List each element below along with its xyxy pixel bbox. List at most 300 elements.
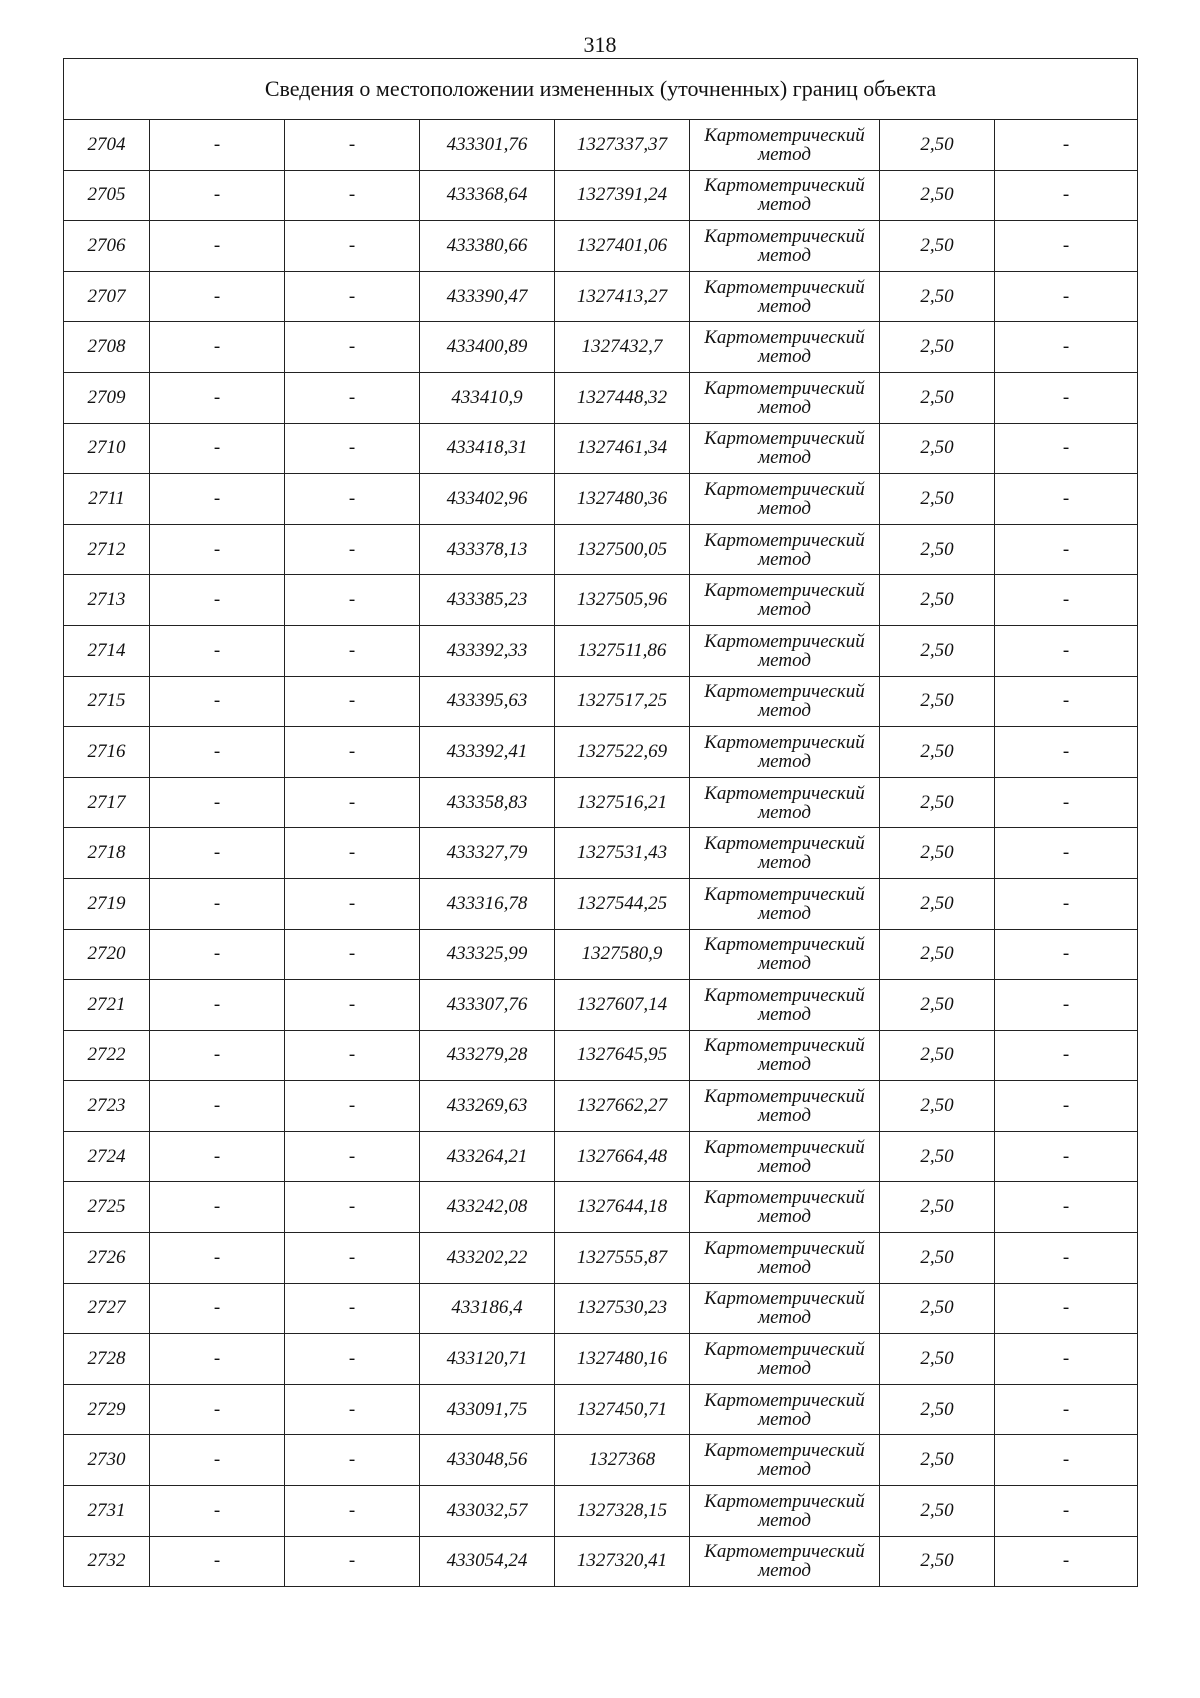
x-coordinate-cell: 433395,63 — [420, 676, 555, 727]
table-row — [64, 372, 1138, 423]
method-cell — [690, 474, 880, 525]
table-row — [64, 1081, 1138, 1132]
method-line-2: метод — [758, 1054, 811, 1076]
precision-cell: 2,50 — [880, 676, 995, 727]
x-coordinate-cell: 433279,28 — [420, 1030, 555, 1081]
point-number-cell: 2714 — [64, 625, 150, 676]
empty-cell: - — [995, 423, 1138, 474]
empty-cell: - — [150, 322, 285, 373]
method-line-1: Картометрический — [704, 630, 865, 652]
empty-cell: - — [995, 170, 1138, 221]
table-row — [64, 1486, 1138, 1537]
empty-cell: - — [285, 727, 420, 778]
method-cell — [690, 1486, 880, 1537]
table-row — [64, 423, 1138, 474]
empty-cell: - — [285, 322, 420, 373]
y-coordinate-cell: 1327391,24 — [555, 170, 690, 221]
empty-cell: - — [995, 1182, 1138, 1233]
point-number-cell: 2709 — [64, 372, 150, 423]
method-line-2: метод — [758, 548, 811, 570]
precision-cell: 2,50 — [880, 423, 995, 474]
method-cell — [690, 1435, 880, 1486]
method-line-1: Картометрический — [704, 1288, 865, 1310]
precision-cell: 2,50 — [880, 524, 995, 575]
method-line-1: Картометрический — [704, 225, 865, 247]
table-row — [64, 1536, 1138, 1587]
empty-cell: - — [285, 1131, 420, 1182]
point-number-cell: 2718 — [64, 828, 150, 879]
x-coordinate-cell: 433400,89 — [420, 322, 555, 373]
empty-cell: - — [995, 474, 1138, 525]
point-number-cell: 2727 — [64, 1283, 150, 1334]
y-coordinate-cell: 1327500,05 — [555, 524, 690, 575]
point-number-cell: 2715 — [64, 676, 150, 727]
empty-cell: - — [995, 271, 1138, 322]
point-number-cell: 2708 — [64, 322, 150, 373]
point-number-cell: 2716 — [64, 727, 150, 778]
point-number-cell: 2728 — [64, 1334, 150, 1385]
point-number-cell: 2729 — [64, 1384, 150, 1435]
method-line-2: метод — [758, 649, 811, 671]
empty-cell: - — [995, 676, 1138, 727]
table-row — [64, 980, 1138, 1031]
method-line-1: Картометрический — [704, 327, 865, 349]
y-coordinate-cell: 1327511,86 — [555, 625, 690, 676]
table-row — [64, 878, 1138, 929]
empty-cell: - — [995, 221, 1138, 272]
y-coordinate-cell: 1327544,25 — [555, 878, 690, 929]
method-line-1: Картометрический — [704, 1339, 865, 1361]
y-coordinate-cell: 1327328,15 — [555, 1486, 690, 1537]
empty-cell: - — [150, 170, 285, 221]
method-line-1: Картометрический — [704, 1136, 865, 1158]
method-line-2: метод — [758, 1003, 811, 1025]
method-cell — [690, 1283, 880, 1334]
method-cell — [690, 878, 880, 929]
y-coordinate-cell: 1327505,96 — [555, 575, 690, 626]
method-cell — [690, 221, 880, 272]
table-row — [64, 271, 1138, 322]
empty-cell: - — [285, 878, 420, 929]
empty-cell: - — [995, 120, 1138, 171]
method-cell — [690, 1182, 880, 1233]
method-line-1: Картометрический — [704, 731, 865, 753]
method-cell — [690, 727, 880, 778]
table-row — [64, 1182, 1138, 1233]
method-cell — [690, 1081, 880, 1132]
method-line-1: Картометрический — [704, 681, 865, 703]
precision-cell: 2,50 — [880, 1081, 995, 1132]
empty-cell: - — [285, 1283, 420, 1334]
empty-cell: - — [285, 1384, 420, 1435]
method-line-1: Картометрический — [704, 580, 865, 602]
empty-cell: - — [995, 1233, 1138, 1284]
empty-cell: - — [995, 1030, 1138, 1081]
method-line-2: метод — [758, 396, 811, 418]
empty-cell: - — [150, 1486, 285, 1537]
table-row — [64, 322, 1138, 373]
table-row — [64, 1283, 1138, 1334]
x-coordinate-cell: 433325,99 — [420, 929, 555, 980]
method-line-2: метод — [758, 194, 811, 216]
y-coordinate-cell: 1327645,95 — [555, 1030, 690, 1081]
precision-cell: 2,50 — [880, 828, 995, 879]
table-row — [64, 625, 1138, 676]
table-caption: Сведения о местоположении измененных (уточненных) границ объекта — [64, 59, 1138, 120]
empty-cell: - — [995, 625, 1138, 676]
method-line-2: метод — [758, 1105, 811, 1127]
method-cell — [690, 777, 880, 828]
empty-cell: - — [285, 1334, 420, 1385]
empty-cell: - — [285, 1233, 420, 1284]
method-line-2: метод — [758, 497, 811, 519]
method-line-2: метод — [758, 852, 811, 874]
empty-cell: - — [995, 929, 1138, 980]
empty-cell: - — [285, 625, 420, 676]
y-coordinate-cell: 1327644,18 — [555, 1182, 690, 1233]
point-number-cell: 2732 — [64, 1536, 150, 1587]
method-line-1: Картометрический — [704, 175, 865, 197]
precision-cell: 2,50 — [880, 474, 995, 525]
empty-cell: - — [285, 1435, 420, 1486]
point-number-cell: 2721 — [64, 980, 150, 1031]
y-coordinate-cell: 1327531,43 — [555, 828, 690, 879]
method-line-2: метод — [758, 295, 811, 317]
method-line-1: Картометрический — [704, 782, 865, 804]
method-cell — [690, 676, 880, 727]
y-coordinate-cell: 1327664,48 — [555, 1131, 690, 1182]
x-coordinate-cell: 433242,08 — [420, 1182, 555, 1233]
precision-cell: 2,50 — [880, 120, 995, 171]
empty-cell: - — [995, 1536, 1138, 1587]
method-line-1: Картометрический — [704, 1237, 865, 1259]
method-line-1: Картометрический — [704, 1440, 865, 1462]
point-number-cell: 2713 — [64, 575, 150, 626]
empty-cell: - — [285, 676, 420, 727]
method-cell — [690, 1536, 880, 1587]
empty-cell: - — [150, 221, 285, 272]
table-row — [64, 1030, 1138, 1081]
empty-cell: - — [995, 524, 1138, 575]
empty-cell: - — [995, 878, 1138, 929]
method-cell — [690, 120, 880, 171]
empty-cell: - — [285, 423, 420, 474]
method-line-2: метод — [758, 1358, 811, 1380]
method-line-2: метод — [758, 700, 811, 722]
y-coordinate-cell: 1327337,37 — [555, 120, 690, 171]
empty-cell: - — [995, 1435, 1138, 1486]
y-coordinate-cell: 1327522,69 — [555, 727, 690, 778]
point-number-cell: 2712 — [64, 524, 150, 575]
method-line-1: Картометрический — [704, 1086, 865, 1108]
point-number-cell: 2724 — [64, 1131, 150, 1182]
point-number-cell: 2722 — [64, 1030, 150, 1081]
x-coordinate-cell: 433264,21 — [420, 1131, 555, 1182]
y-coordinate-cell: 1327662,27 — [555, 1081, 690, 1132]
x-coordinate-cell: 433378,13 — [420, 524, 555, 575]
point-number-cell: 2723 — [64, 1081, 150, 1132]
page-number: 318 — [583, 32, 617, 57]
y-coordinate-cell: 1327517,25 — [555, 676, 690, 727]
y-coordinate-cell: 1327480,16 — [555, 1334, 690, 1385]
method-line-2: метод — [758, 1459, 811, 1481]
table-row — [64, 1334, 1138, 1385]
point-number-cell: 2717 — [64, 777, 150, 828]
x-coordinate-cell: 433186,4 — [420, 1283, 555, 1334]
table-row — [64, 524, 1138, 575]
method-cell — [690, 1030, 880, 1081]
empty-cell: - — [285, 1182, 420, 1233]
x-coordinate-cell: 433368,64 — [420, 170, 555, 221]
x-coordinate-cell: 433032,57 — [420, 1486, 555, 1537]
method-cell — [690, 1334, 880, 1385]
method-line-2: метод — [758, 953, 811, 975]
x-coordinate-cell: 433120,71 — [420, 1334, 555, 1385]
x-coordinate-cell: 433307,76 — [420, 980, 555, 1031]
table-row — [64, 221, 1138, 272]
precision-cell: 2,50 — [880, 372, 995, 423]
point-number-cell: 2719 — [64, 878, 150, 929]
empty-cell: - — [995, 980, 1138, 1031]
precision-cell: 2,50 — [880, 878, 995, 929]
y-coordinate-cell: 1327432,7 — [555, 322, 690, 373]
precision-cell: 2,50 — [880, 322, 995, 373]
method-line-1: Картометрический — [704, 1389, 865, 1411]
method-line-2: метод — [758, 1408, 811, 1430]
empty-cell: - — [285, 170, 420, 221]
point-number-cell: 2710 — [64, 423, 150, 474]
empty-cell: - — [150, 828, 285, 879]
method-line-1: Картометрический — [704, 276, 865, 298]
empty-cell: - — [285, 980, 420, 1031]
table-row — [64, 929, 1138, 980]
precision-cell: 2,50 — [880, 1030, 995, 1081]
method-line-2: метод — [758, 599, 811, 621]
empty-cell: - — [150, 524, 285, 575]
x-coordinate-cell: 433418,31 — [420, 423, 555, 474]
method-cell — [690, 1233, 880, 1284]
empty-cell: - — [285, 120, 420, 171]
precision-cell: 2,50 — [880, 980, 995, 1031]
point-number-cell: 2706 — [64, 221, 150, 272]
method-cell — [690, 423, 880, 474]
empty-cell: - — [150, 271, 285, 322]
method-cell — [690, 575, 880, 626]
x-coordinate-cell: 433202,22 — [420, 1233, 555, 1284]
empty-cell: - — [150, 625, 285, 676]
y-coordinate-cell: 1327530,23 — [555, 1283, 690, 1334]
method-line-2: метод — [758, 244, 811, 266]
empty-cell: - — [285, 372, 420, 423]
y-coordinate-cell: 1327401,06 — [555, 221, 690, 272]
table-row — [64, 474, 1138, 525]
method-cell — [690, 322, 880, 373]
empty-cell: - — [285, 221, 420, 272]
table-row — [64, 1131, 1138, 1182]
empty-cell: - — [995, 1486, 1138, 1537]
method-line-1: Картометрический — [704, 478, 865, 500]
method-line-2: метод — [758, 902, 811, 924]
precision-cell: 2,50 — [880, 271, 995, 322]
method-line-1: Картометрический — [704, 1035, 865, 1057]
table-row — [64, 575, 1138, 626]
method-line-2: метод — [758, 1155, 811, 1177]
empty-cell: - — [995, 1081, 1138, 1132]
empty-cell: - — [150, 1334, 285, 1385]
precision-cell: 2,50 — [880, 1536, 995, 1587]
point-number-cell: 2720 — [64, 929, 150, 980]
precision-cell: 2,50 — [880, 1283, 995, 1334]
table-row — [64, 1435, 1138, 1486]
method-line-2: метод — [758, 750, 811, 772]
precision-cell: 2,50 — [880, 1435, 995, 1486]
table-row — [64, 727, 1138, 778]
precision-cell: 2,50 — [880, 1131, 995, 1182]
method-cell — [690, 170, 880, 221]
precision-cell: 2,50 — [880, 625, 995, 676]
method-line-1: Картометрический — [704, 529, 865, 551]
precision-cell: 2,50 — [880, 929, 995, 980]
table-row — [64, 170, 1138, 221]
method-line-1: Картометрический — [704, 1187, 865, 1209]
empty-cell: - — [995, 1131, 1138, 1182]
empty-cell: - — [150, 1081, 285, 1132]
empty-cell: - — [285, 524, 420, 575]
empty-cell: - — [995, 575, 1138, 626]
method-line-2: метод — [758, 143, 811, 165]
empty-cell: - — [150, 878, 285, 929]
empty-cell: - — [285, 1536, 420, 1587]
empty-cell: - — [285, 1081, 420, 1132]
method-line-2: метод — [758, 1307, 811, 1329]
x-coordinate-cell: 433054,24 — [420, 1536, 555, 1587]
table-row — [64, 1384, 1138, 1435]
point-number-cell: 2704 — [64, 120, 150, 171]
empty-cell: - — [150, 372, 285, 423]
method-line-1: Картометрический — [704, 934, 865, 956]
precision-cell: 2,50 — [880, 575, 995, 626]
x-coordinate-cell: 433048,56 — [420, 1435, 555, 1486]
method-cell — [690, 372, 880, 423]
x-coordinate-cell: 433327,79 — [420, 828, 555, 879]
x-coordinate-cell: 433301,76 — [420, 120, 555, 171]
empty-cell: - — [995, 1334, 1138, 1385]
empty-cell: - — [285, 575, 420, 626]
empty-cell: - — [150, 929, 285, 980]
table-row — [64, 676, 1138, 727]
empty-cell: - — [150, 423, 285, 474]
method-line-2: метод — [758, 447, 811, 469]
point-number-cell: 2731 — [64, 1486, 150, 1537]
x-coordinate-cell: 433410,9 — [420, 372, 555, 423]
x-coordinate-cell: 433385,23 — [420, 575, 555, 626]
method-cell — [690, 1131, 880, 1182]
x-coordinate-cell: 433316,78 — [420, 878, 555, 929]
method-line-1: Картометрический — [704, 377, 865, 399]
precision-cell: 2,50 — [880, 170, 995, 221]
method-cell — [690, 980, 880, 1031]
empty-cell: - — [150, 980, 285, 1031]
table-row — [64, 828, 1138, 879]
y-coordinate-cell: 1327368 — [555, 1435, 690, 1486]
y-coordinate-cell: 1327461,34 — [555, 423, 690, 474]
method-line-2: метод — [758, 1560, 811, 1582]
empty-cell: - — [150, 676, 285, 727]
x-coordinate-cell: 433091,75 — [420, 1384, 555, 1435]
y-coordinate-cell: 1327607,14 — [555, 980, 690, 1031]
empty-cell: - — [285, 777, 420, 828]
method-cell — [690, 929, 880, 980]
precision-cell: 2,50 — [880, 1233, 995, 1284]
empty-cell: - — [150, 474, 285, 525]
empty-cell: - — [150, 1233, 285, 1284]
x-coordinate-cell: 433358,83 — [420, 777, 555, 828]
precision-cell: 2,50 — [880, 1334, 995, 1385]
empty-cell: - — [150, 1536, 285, 1587]
point-number-cell: 2730 — [64, 1435, 150, 1486]
empty-cell: - — [995, 727, 1138, 778]
method-cell — [690, 828, 880, 879]
method-line-2: метод — [758, 1206, 811, 1228]
y-coordinate-cell: 1327320,41 — [555, 1536, 690, 1587]
method-line-2: метод — [758, 801, 811, 823]
y-coordinate-cell: 1327413,27 — [555, 271, 690, 322]
empty-cell: - — [150, 1131, 285, 1182]
empty-cell: - — [285, 474, 420, 525]
precision-cell: 2,50 — [880, 1384, 995, 1435]
precision-cell: 2,50 — [880, 1182, 995, 1233]
y-coordinate-cell: 1327448,32 — [555, 372, 690, 423]
point-number-cell: 2725 — [64, 1182, 150, 1233]
table-row — [64, 120, 1138, 171]
method-line-1: Картометрический — [704, 428, 865, 450]
x-coordinate-cell: 433402,96 — [420, 474, 555, 525]
table-row — [64, 777, 1138, 828]
empty-cell: - — [150, 1030, 285, 1081]
empty-cell: - — [995, 828, 1138, 879]
empty-cell: - — [150, 120, 285, 171]
point-number-cell: 2705 — [64, 170, 150, 221]
y-coordinate-cell: 1327516,21 — [555, 777, 690, 828]
empty-cell: - — [995, 1283, 1138, 1334]
table-body — [64, 120, 1138, 1587]
method-cell — [690, 625, 880, 676]
method-line-2: метод — [758, 1256, 811, 1278]
empty-cell: - — [285, 929, 420, 980]
point-number-cell: 2707 — [64, 271, 150, 322]
method-cell — [690, 524, 880, 575]
precision-cell: 2,50 — [880, 777, 995, 828]
empty-cell: - — [285, 828, 420, 879]
method-line-1: Картометрический — [704, 1541, 865, 1563]
precision-cell: 2,50 — [880, 1486, 995, 1537]
empty-cell: - — [285, 1030, 420, 1081]
empty-cell: - — [150, 575, 285, 626]
empty-cell: - — [150, 777, 285, 828]
empty-cell: - — [150, 1182, 285, 1233]
empty-cell: - — [285, 1486, 420, 1537]
method-line-1: Картометрический — [704, 833, 865, 855]
empty-cell: - — [995, 1384, 1138, 1435]
precision-cell: 2,50 — [880, 727, 995, 778]
method-line-1: Картометрический — [704, 883, 865, 905]
table-row — [64, 1233, 1138, 1284]
empty-cell: - — [995, 322, 1138, 373]
y-coordinate-cell: 1327555,87 — [555, 1233, 690, 1284]
y-coordinate-cell: 1327480,36 — [555, 474, 690, 525]
method-line-2: метод — [758, 1509, 811, 1531]
precision-cell: 2,50 — [880, 221, 995, 272]
